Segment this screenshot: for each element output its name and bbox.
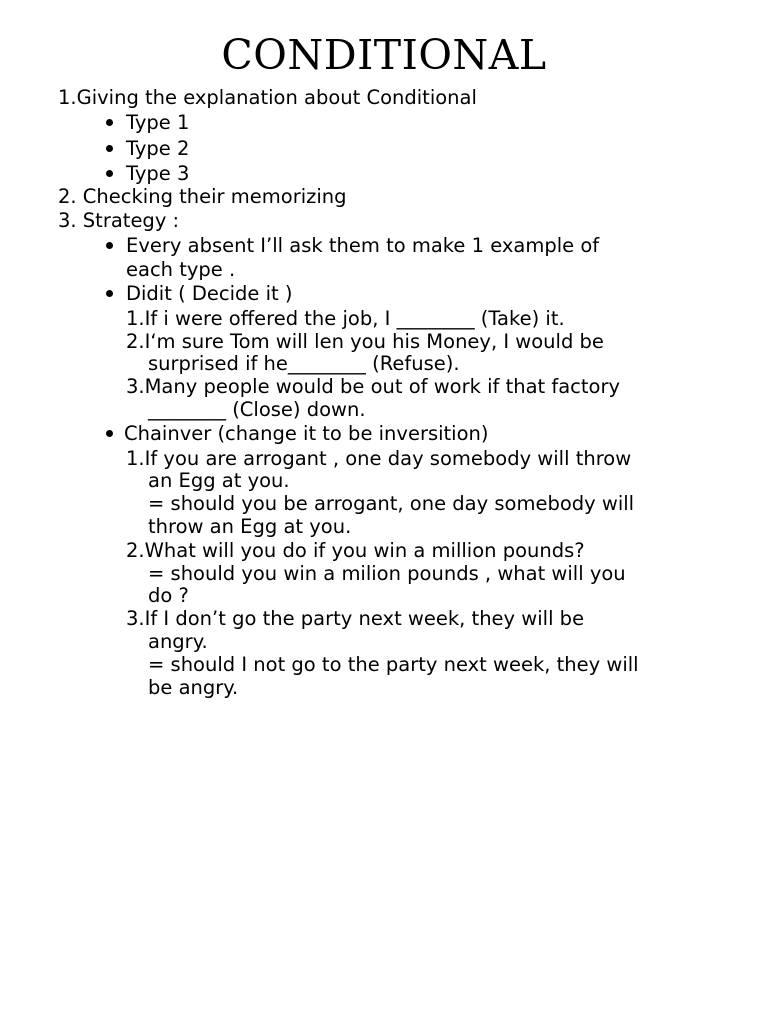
list-item-2: 2. Checking their memorizing [58,185,347,208]
strategy-absent-line-1: Every absent I’ll ask them to make 1 example of [126,234,600,257]
list-item-1: 1.Giving the explanation about Conditional [58,86,477,109]
chainver-example-3-line-4: be angry. [148,676,239,699]
strategy-absent-line-2: each type . [126,258,236,281]
page-title: CONDITIONAL [221,31,547,79]
bullet-icon [106,430,113,437]
chainver-heading: Chainver (change it to be inversition) [124,422,489,445]
chainver-example-3-line-1: 3.If I don’t go the party next week, they will be [126,607,585,630]
type-item-1: Type 1 [126,111,190,134]
chainver-example-2-line-3: do ? [148,584,189,607]
didit-question-1: 1.If i were offered the job, I ________ (Take) it. [126,307,565,330]
list-item-3: 3. Strategy : [58,209,180,232]
chainver-example-1-line-2: an Egg at you. [148,469,290,492]
chainver-example-2-line-1: 2.What will you do if you win a million pounds? [126,539,585,562]
didit-question-3-line-2: ________ (Close) down. [148,398,366,421]
chainver-example-1-line-3: = should you be arrogant, one day somebody will [148,492,635,515]
chainver-example-2-line-2: = should you win a milion pounds , what will you [148,562,626,585]
type-item-3: Type 3 [126,162,190,185]
bullet-icon [106,290,113,297]
type-item-2: Type 2 [126,137,190,160]
didit-heading: Didit ( Decide it ) [126,282,293,305]
chainver-example-1-line-1: 1.If you are arrogant , one day somebody will throw [126,447,632,470]
bullet-icon [106,119,113,126]
bullet-icon [106,145,113,152]
chainver-example-1-line-4: throw an Egg at you. [148,515,352,538]
chainver-example-3-line-3: = should I not go to the party next week, they will [148,653,639,676]
bullet-icon [106,242,113,249]
didit-question-3-line-1: 3.Many people would be out of work if that factory [126,375,621,398]
chainver-example-3-line-2: angry. [148,630,208,653]
didit-question-2-line-2: surprised if he________ (Refuse). [148,352,460,375]
bullet-icon [106,170,113,177]
didit-question-2-line-1: 2.I‘m sure Tom will len you his Money, I would be [126,330,604,353]
